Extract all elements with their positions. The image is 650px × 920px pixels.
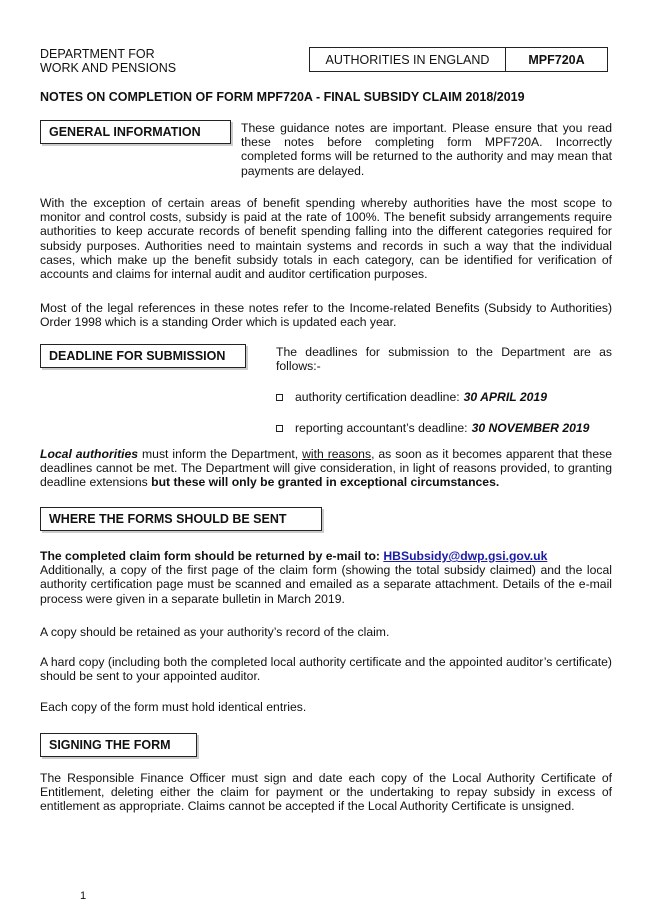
deadline-intro: The deadlines for submission to the Department are as follows:- <box>276 345 612 374</box>
where-paragraph-1 <box>40 549 612 606</box>
where-paragraph-4: Each copy of the form must hold identical entries. <box>40 700 307 714</box>
form-code: MPF720A <box>528 52 585 67</box>
deadline-heading-text: DEADLINE FOR SUBMISSION <box>49 349 226 363</box>
deadline-heading <box>40 344 246 368</box>
signing-heading-text: SIGNING THE FORM <box>49 738 171 752</box>
deadline-bullet-2 <box>276 421 589 435</box>
bullet-1-label: authority certification deadline: <box>295 390 460 404</box>
dept-line-1: DEPARTMENT FOR <box>40 47 155 61</box>
deadline-paragraph <box>40 447 612 490</box>
where-bold-lead: The completed claim form should be returned by e-mail to: <box>40 549 384 563</box>
department-name <box>40 47 176 75</box>
general-paragraph-2: Most of the legal references in these notes refer to the Income-related Benefits (Subsidy to Authorities) Order 1998 which is a standing Order which is updated each year. <box>40 301 612 330</box>
general-heading-text: GENERAL INFORMATION <box>49 125 201 139</box>
where-forms-heading <box>40 507 322 531</box>
where-paragraph-2: A copy should be retained as your authority’s record of the claim. <box>40 625 390 639</box>
bullet-square-icon <box>276 425 283 432</box>
bullet-1-date: 30 APRIL 2019 <box>463 390 547 404</box>
deadline-para-lead: Local authorities <box>40 447 139 461</box>
signing-heading <box>40 733 197 757</box>
bullet-2-label: reporting accountant’s deadline: <box>295 421 468 435</box>
email-link[interactable]: HBSubsidy@dwp.gsi.gov.uk <box>383 549 548 563</box>
header-box <box>309 47 608 72</box>
deadline-para-underline: with reasons <box>302 447 372 461</box>
general-paragraph-1: With the exception of certain areas of benefit spending whereby authorities have the most scope to monitor and control costs, subsidy is paid at the rate of 100%. The benefit subsidy arrangements require authorities to keep accurate records of benefit spending falling into the different categories required for subsidy purposes. Authorities need to maintain systems and records in such a way that the individual cases, which make up the benefit subsidy totals in each category, can be identified for verification of accounts and claims for internal audit and auditor certification purposes. <box>40 196 612 282</box>
where-paragraph-3: A hard copy (including both the completed local authority certificate and the appointed auditor’s certificate) should be sent to your appointed auditor. <box>40 655 612 684</box>
deadline-para-mid-1: must inform the Department, <box>138 447 303 461</box>
deadline-bullet-1 <box>276 390 547 404</box>
general-information-heading <box>40 120 231 144</box>
deadline-para-mid-2: , as soon as it becomes apparent that these deadlines cannot be met. The Department will give consideration, in light of reasons provided, to granting deadline extensions <box>40 447 612 490</box>
bullet-2-date: 30 NOVEMBER 2019 <box>471 421 590 435</box>
page-title: NOTES ON COMPLETION OF FORM MPF720A - FINAL SUBSIDY CLAIM 2018/2019 <box>40 90 525 104</box>
signing-paragraph: The Responsible Finance Officer must sign and date each copy of the Local Authority Certificate of Entitlement, deleting either the claim for payment or the undertaking to repay subsidy in excess of entitlement as appropriate. Claims cannot be accepted if the Local Authority Certificate is unsigned. <box>40 771 612 814</box>
deadline-para-bold-end: but these will only be granted in exceptional circumstances. <box>151 475 500 490</box>
authorities-label: AUTHORITIES IN ENGLAND <box>310 48 506 71</box>
where-heading-text: WHERE THE FORMS SHOULD BE SENT <box>49 512 287 526</box>
bullet-square-icon <box>276 394 283 401</box>
general-side-text: These guidance notes are important. Please ensure that you read these notes before completing form MPF720A. Incorrectly completed forms will be returned to the authority and may mean that payments are delayed. <box>241 121 612 178</box>
page-number: 1 <box>80 890 87 902</box>
where-para-1-rest: Additionally, a copy of the first page of the claim form (showing the total subsidy claimed) and the local authority certification page must be scanned and emailed as a separate attachment. Details of the e-mail process were given in a separate bulletin in March 2019. <box>40 563 612 606</box>
dept-line-2: WORK AND PENSIONS <box>40 61 177 75</box>
